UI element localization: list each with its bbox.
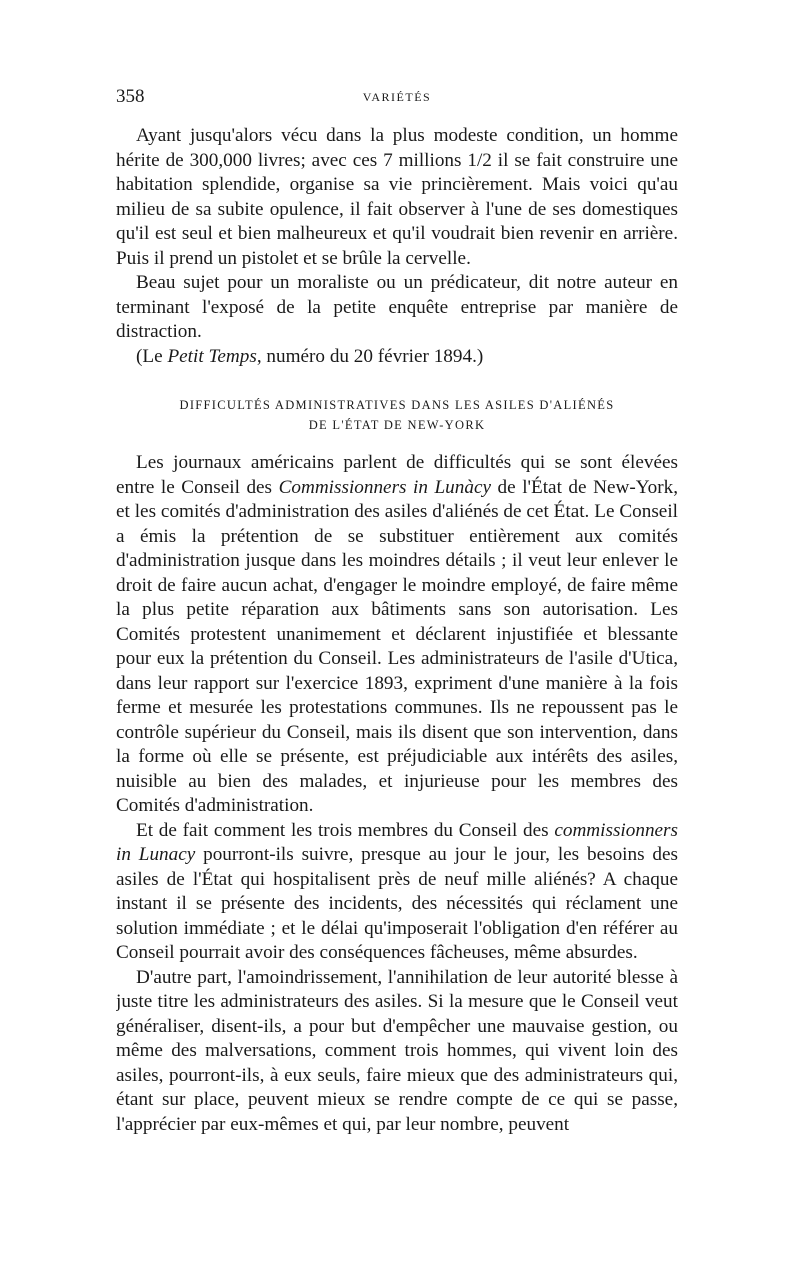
p3-italic: Commissionners in Lunàcy [278, 476, 492, 498]
page-header [116, 86, 678, 112]
paragraph-moraliste: Beau sujet pour un moraliste ou un prédicateur, dit notre auteur en terminant l'exposé de la petite enquête entreprise par manière de distraction. [116, 272, 678, 342]
source-citation [116, 345, 678, 370]
paragraph-difficultes [116, 451, 678, 819]
paragraph-heritage: Ayant jusqu'alors vécu dans la plus modeste condition, un homme hérite de 300,000 livres; avec ces 7 millions 1/2 il se fait construire une habitation splendide, organise sa vie princièrement. Mais voici qu'au milieu de sa subite opulence, il fait observer à l'une de ses domestiques qu'il est seul et bien malheureux et qu'il voudrait bien revenir en arrière. Puis il prend un pistolet et se brûle la cervelle. [116, 125, 678, 269]
citation-rest: , numéro du 20 février 1894.) [256, 345, 484, 367]
running-head: VARIÉTÉS [362, 90, 432, 104]
p4-italic: commissionners in Lunacy [116, 819, 678, 865]
page-number: 358 [116, 86, 145, 107]
citation-open: (Le [136, 345, 168, 367]
paragraph-conseil [116, 819, 678, 966]
section-title [116, 395, 678, 435]
section-title-line-1: DIFFICULTÉS ADMINISTRATIVES DANS LES ASILES D'ALIÉNÉS [179, 398, 615, 412]
paragraph-amoindrissement: D'autre part, l'amoindrissement, l'annihilation de leur autorité blesse à juste titre les administrateurs des asiles. Si la mesure que le Conseil veut généraliser, disent-ils, a pour but d'empêcher une mauvaise gestion, ou même des malversations, comment trois hommes, qui vivent loin des asiles, pourront-ils, à eux seuls, faire mieux que des administrateurs qui, étant sur place, peuvent mieux se rendre compte de ce qui se passe, l'apprécier par eux-mêmes et qui, par leur nombre, peuvent [116, 966, 678, 1135]
p4-start: Et de fait comment les trois membres du Conseil des [136, 819, 555, 841]
p3-end: de l'État de New-York, et les comités d'administration des asiles d'aliénés de cet État. Le Conseil a émis la prétention de se substituer entièrement aux comités d'administration jusque dans les moindres détails ; il veut leur enlever le droit de faire aucun achat, d'engager le moindre employé, de faire même la plus petite réparation aux bâtiments sans son autorisation. Les Comités protestent unanimement et déclarent injustifiée et blessante pour eux la prétention du Conseil. Les administrateurs de l'asile d'Utica, dans leur rapport sur l'exercice 1893, expriment d'une manière à la fois ferme et mesurée les protestations communes. Ils ne repoussent pas le contrôle supérieur du Conseil, mais ils disent que son intervention, dans la forme où elle se présente, est préjudiciable aux intérêts des asiles, nuisible au bien des malades, et injurieuse pour les membres des Comités d'administration. [116, 476, 678, 816]
body-text [116, 124, 678, 1137]
section-title-line-2: DE L'ÉTAT DE NEW-YORK [308, 418, 486, 432]
book-page [116, 86, 678, 1246]
citation-journal: Petit Temps [167, 345, 257, 367]
p4-end: pourront-ils suivre, presque au jour le jour, les besoins des asiles de l'État qui hospitalisent près de neuf mille aliénés? A chaque instant il se présente des incidents, des nécessités qui réclament une solution immédiate ; et le délai qu'imposerait l'obligation d'en référer au Conseil pourrait avoir des conséquences fâcheuses, même absurdes. [116, 844, 678, 963]
p3-start: Les journaux américains parlent de difficultés qui se sont élevées entre le Conseil des [116, 452, 678, 498]
